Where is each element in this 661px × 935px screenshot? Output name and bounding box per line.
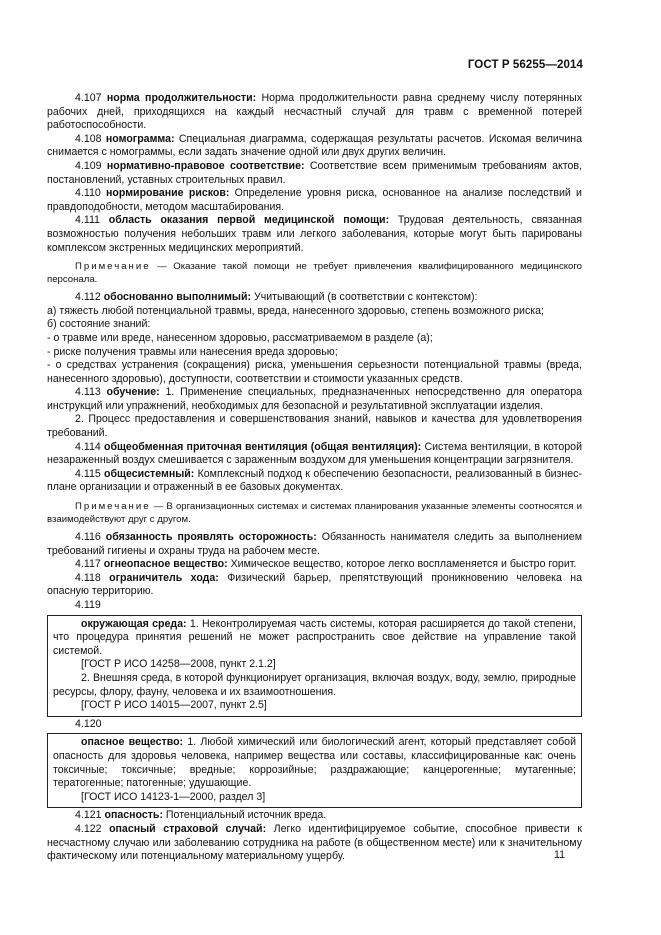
- entry-4-112-b: б) состояние знаний:: [47, 318, 151, 331]
- entry-4-120-ref: [ГОСТ ИСО 14123-1—2000, раздел 3]: [81, 790, 266, 803]
- document-body: [47, 92, 582, 864]
- entry-4-111: 4.111 область оказания первой медицинской помощи: Трудовая деятельность, связанная возможностью получения небольших травм или легкого заболевания, которые могут быть парированы комплексом экстренных медицинских мероприятий.: [47, 214, 582, 254]
- term: опасность:: [104, 809, 163, 822]
- term: огнеопасное вещество:: [103, 558, 228, 571]
- entry-4-118: 4.118 ограничитель хода: Физический барьер, препятствующий проникновению человека на опасную территорию.: [47, 571, 582, 598]
- entry-4-120-def: опасное вещество: 1. Любой химический или биологический агент, который представляет собой опасность для здоровья человека, например вещества или составы, классифицированные как: очень токсичные; токсичные; вредные; коррозийные; раздражающие; канцерогенные; мутагенные; тератогенные; патогенные; удушающие.: [53, 736, 576, 790]
- entry-4-113: 4.113 обучение: 1. Применение специальных, предназначенных непосредственно для оператора инструкций или упражнений, необходимых для безопасной и результативной эксплуатации изделия.: [47, 386, 582, 412]
- term: опасное вещество:: [81, 736, 184, 749]
- entry-4-112-b1: - о травме или вреде, нанесенном здоровью, рассматриваемом в разделе (а);: [47, 331, 433, 344]
- entry-4-109: 4.109 нормативно-правовое соответствие: Соответствие всем применимым требованиям актов, постановлений, уставных строительных правил.: [47, 159, 583, 186]
- entry-4-120-box: [47, 733, 582, 808]
- entry-4-119-ref2: [ГОСТ Р ИСО 14015—2007, пункт 2.5]: [81, 699, 267, 712]
- term: область оказания первой медицинской помощи:: [108, 214, 390, 227]
- entry-4-108: 4.108 номограмма: Специальная диаграмма, содержащая результаты расчетов. Искомая величина снимается с номограммы, если задать значение одной или двух других величин.: [47, 132, 582, 159]
- page-number: 11: [554, 849, 565, 861]
- standard-header: ГОСТ Р 56255—2014: [467, 59, 583, 71]
- entry-4-119-number: 4.119: [75, 599, 101, 611]
- entry-4-112-a: а) тяжесть любой потенциальной травмы, вреда, нанесенного здоровью, степень возможного риска;: [47, 304, 544, 317]
- entry-4-112-b3: - о средствах устранения (сокращения) риска, уменьшения серьезности потенциальной травмы (вреда, нанесенного здоровью), доступности, соответствии и стоимости указанных средств.: [47, 359, 582, 385]
- term: норма продолжительности:: [106, 92, 257, 104]
- note-label: Примечание: [75, 501, 151, 513]
- entry-4-110: 4.110 нормирование рисков: Определение уровня риска, основанное на анализе последствий и правдоподобности, методом масштабирования.: [47, 187, 582, 213]
- term: нормирование рисков:: [106, 187, 230, 200]
- entry-4-113-p2: 2. Процесс предоставления и совершенствования знаний, навыков и качества для удовлетворения требований.: [47, 413, 582, 440]
- entry-4-115: 4.115 общесистемный: Комплексный подход к обеспечению безопасности, реализованный в бизнес-плане организации и отраженный в ее базовых документах.: [47, 467, 582, 494]
- term: общеобменная приточная вентиляция (общая вентиляция):: [103, 440, 422, 453]
- term: окружающая среда:: [81, 617, 187, 630]
- entry-4-122: 4.122 опасный страховой случай: Легко идентифицируемое событие, способное привести к несчастному случаю или заболеванию сотрудника на работе (в общественном месте) или к значительному фактическому или потенциальному материальному ущербу.: [47, 822, 582, 863]
- term: нормативно-правовое соответствие:: [106, 159, 305, 172]
- note-label: Примечание: [75, 261, 151, 273]
- note-4-115: Примечание — В организационных системах и системах планирования указанные элементы соотносятся и взаимодействуют друг с другом.: [47, 501, 582, 526]
- entry-4-107: 4.107 норма продолжительности: Норма продолжительности равна среднему числу потерянных рабочих дней, приходящихся на каждый несчастный случай для травм с временной потерей работоспособности.: [47, 92, 582, 132]
- term: обоснованно выполнимый:: [103, 291, 252, 304]
- note-4-111: Примечание — Оказание такой помощи не требует привлечения квалифицированного медицинского персонала.: [47, 261, 582, 286]
- entry-4-119-def2: 2. Внешняя среда, в которой функционирует организация, включая воздух, воду, землю, природные ресурсы, флору, фауну, человека и их взаимоотношения.: [53, 671, 576, 698]
- entry-4-119-box: [47, 615, 582, 717]
- entry-4-112-b2: - риске получения травмы или нанесения вреда здоровью;: [47, 345, 338, 358]
- term: номограмма:: [105, 132, 175, 145]
- term: обязанность проявлять осторожность:: [105, 531, 317, 544]
- term: обучение:: [106, 386, 160, 399]
- entry-4-119-ref1: [ГОСТ Р ИСО 14258—2008, пункт 2.1.2]: [81, 658, 276, 671]
- entry-4-114: 4.114 общеобменная приточная вентиляция (общая вентиляция): Система вентиляции, в которой незараженный воздух смешивается с зараженным воздухом для уменьшения концентрации загрязнителя.: [47, 440, 582, 467]
- entry-4-116: 4.116 обязанность проявлять осторожность: Обязанность нанимателя следить за выполнением требований гигиены и охраны труда на рабочем месте.: [47, 531, 582, 557]
- entry-4-117: 4.117 огнеопасное вещество: Химическое вещество, которое легко воспламеняется и быстро горит.: [75, 558, 577, 571]
- term: общесистемный:: [104, 467, 195, 480]
- term: опасный страховой случай:: [109, 822, 267, 835]
- entry-4-112: 4.112 обоснованно выполнимый: Учитывающий (в соответствии с контекстом):: [75, 291, 478, 304]
- term: ограничитель хода:: [109, 571, 219, 584]
- entry-4-120-number: 4.120: [75, 717, 102, 730]
- entry-4-119-def1: окружающая среда: 1. Неконтролируемая часть системы, которая расширяется до такой степени, что процедура принятия решений не может распространить свое действие на управление такой системой.: [53, 617, 576, 657]
- entry-4-121: 4.121 опасность: Потенциальный источник вреда.: [75, 809, 327, 822]
